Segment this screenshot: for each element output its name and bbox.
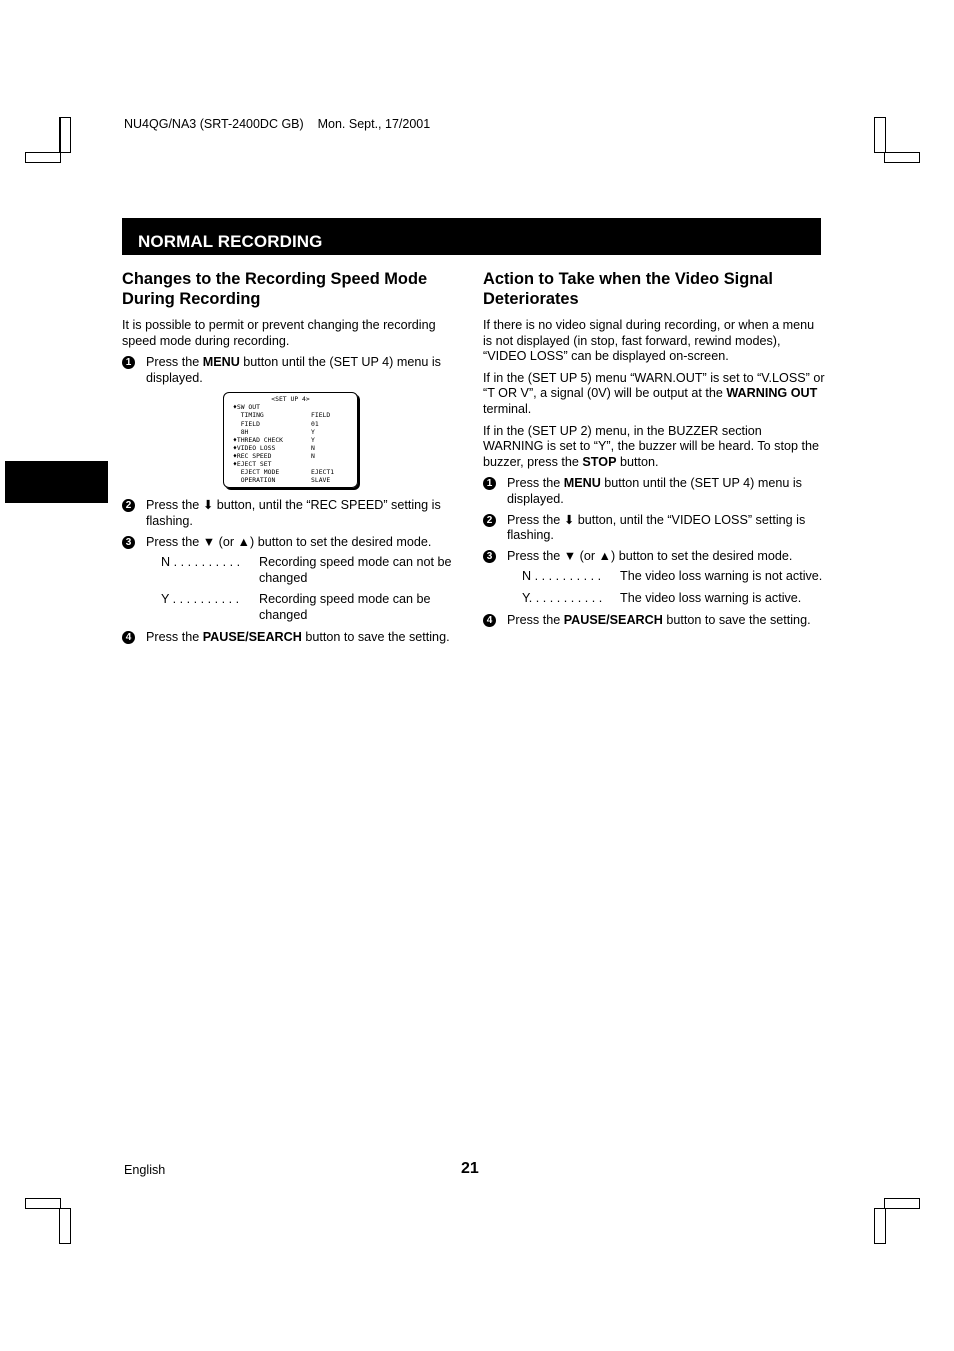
crop-mark-bottom-right-box [884,1198,920,1209]
menu-row [233,428,353,436]
left-option-y: Y . . . . . . . . . . Recording speed mode can be changed [161,592,431,622]
menu-row [233,460,353,468]
menu-row-label: OPERATION [233,476,276,485]
menu-row-label: ♦REC SPEED [233,451,272,460]
step-number-1: 1 [483,477,496,490]
crop-mark-bottom-left-box2 [59,1208,71,1244]
menu-row [233,468,353,476]
step-number-3: 3 [483,550,496,563]
menu-row-label: 8H [233,427,249,436]
right-step-3: 3 Press the ▼ (or ▲) button to set the desired mode. [483,549,825,565]
left-step-3: 3 Press the ▼ (or ▲) button to set the desired mode. [122,535,464,551]
menu-row-value: N [311,443,315,452]
step-number-3: 3 [122,536,135,549]
step-number-1: 1 [122,356,135,369]
menu-row [233,476,353,484]
menu-row-value: N [311,451,315,460]
menu-rows [233,403,353,484]
menu-row-label: ♦SW OUT [233,403,260,412]
side-thumb-tab [5,461,108,503]
right-column [483,270,825,633]
crop-mark-top-right-box [874,117,886,153]
menu-row-label: FIELD [233,419,260,428]
crop-mark-bottom-right-box2 [874,1208,886,1244]
right-para-1: If there is no video signal during recording, or when a menu is not displayed (in stop, fast forward, rewind modes), “VIDEO LOSS” can be displayed on-screen. [483,318,815,364]
right-option-y: Y. . . . . . . . . . . The video loss warning is active. [522,590,802,605]
right-option-n: N . . . . . . . . . . The video loss warning is not active. [522,569,823,584]
step-number-2: 2 [122,499,135,512]
right-heading: Action to Take when the Video Signal Deteriorates [483,270,773,308]
page-number: 21 [461,1160,479,1177]
menu-row-label: ♦THREAD CHECK [233,435,284,444]
crop-mark-top-left-box [25,152,61,163]
right-para-3: If in the (SET UP 2) menu, in the BUZZER section WARNING is set to “Y”, the buzzer will be heard. To stop the buzzer, press the STOP button. [483,423,819,469]
right-para-2: If in the (SET UP 5) menu “WARN.OUT” is set to “V.LOSS” or “T OR V”, a signal (0V) will be output at the WARNING OUT terminal. [483,370,825,416]
document-header [124,117,430,131]
left-option-n: N . . . . . . . . . . Recording speed mode can not be changed [161,555,452,585]
menu-row [233,411,353,419]
left-intro: It is possible to permit or prevent changing the recording speed mode during recording. [122,318,436,348]
menu-row [233,436,353,444]
menu-row [233,444,353,452]
step-number-4: 4 [483,614,496,627]
step-number-4: 4 [122,631,135,644]
crop-mark-bottom-left-box [25,1198,61,1209]
section-header-bar [122,218,821,255]
left-heading: Changes to the Recording Speed Mode During Recording [122,270,428,308]
menu-row-value: Y [311,435,315,444]
setup4-menu-screen [223,392,358,488]
crop-mark-top-left-box2 [59,117,71,153]
step-number-2: 2 [483,514,496,527]
menu-row-label: ♦EJECT SET [233,460,272,469]
menu-row-value: 01 [311,419,319,428]
menu-row-value: SLAVE [311,476,331,485]
menu-row-value: EJECT1 [311,468,335,477]
menu-row [233,452,353,460]
menu-row-label: EJECT MODE [233,468,280,477]
left-step-2: 2 Press the ⬇ button, until the “REC SPEED” setting is flashing. [122,498,464,529]
menu-row-value: FIELD [311,411,331,420]
footer-language: English [124,1163,166,1177]
menu-title: <SET UP 4> [271,395,310,404]
doc-date: Mon. Sept., 17/2001 [317,117,431,131]
right-step-4: 4 Press the PAUSE/SEARCH button to save the setting. [483,613,825,629]
menu-row-value: Y [311,427,315,436]
right-step-1: 1 Press the MENU button until the (SET UP 4) menu is displayed. [483,476,825,507]
right-step-2: 2 Press the ⬇ button, until the “VIDEO LOSS” setting is flashing. [483,513,825,544]
doc-code: NU4QG/NA3 (SRT-2400DC GB) [124,117,304,131]
menu-row [233,403,353,411]
section-title: NORMAL RECORDING [138,232,323,251]
left-step-1: 1 Press the MENU button until the (SET UP 4) menu is displayed. [122,355,464,386]
crop-mark-top-right-box2 [884,152,920,163]
left-column [122,270,464,650]
menu-row [233,420,353,428]
menu-row-label: TIMING [233,411,264,420]
menu-row-label: ♦VIDEO LOSS [233,443,276,452]
left-step-4: 4 Press the PAUSE/SEARCH button to save the setting. [122,630,464,646]
